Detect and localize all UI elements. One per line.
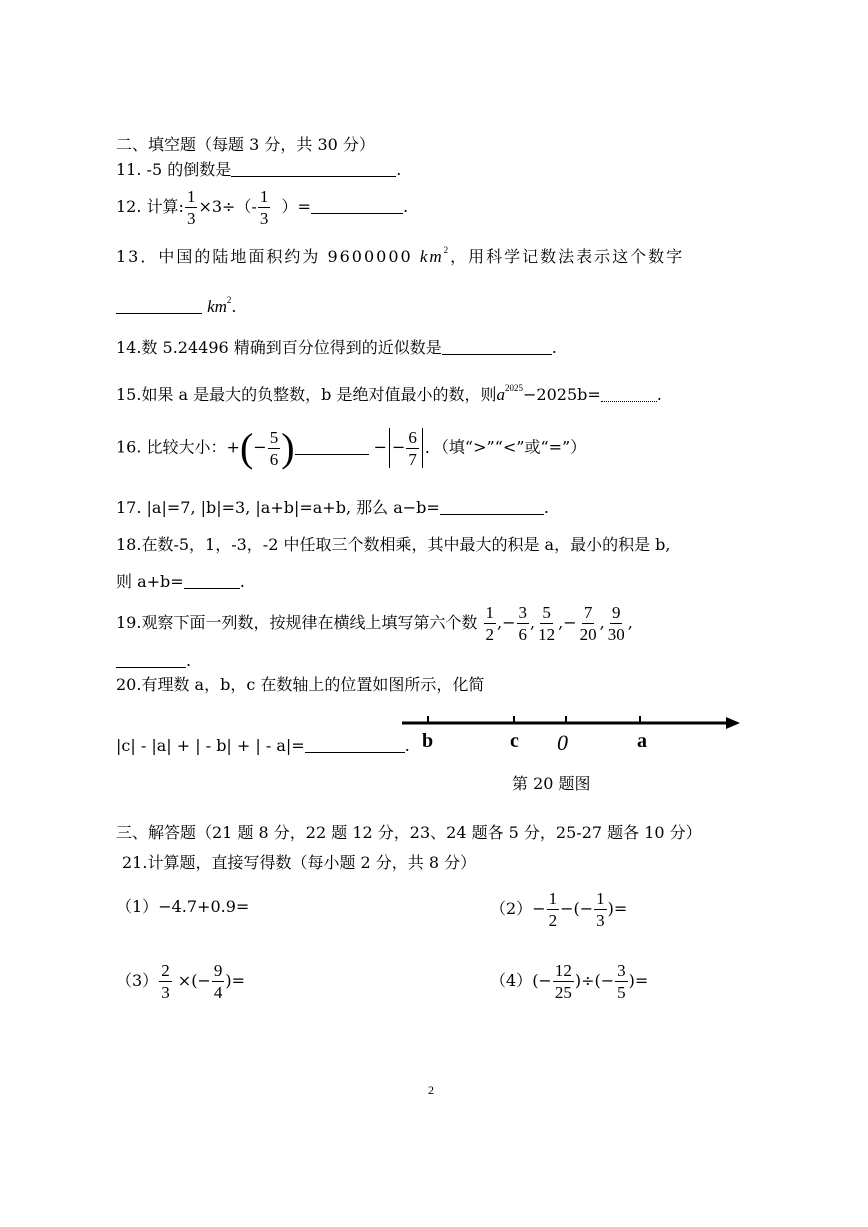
fraction: $\frac{3}{5}$ — [617, 961, 626, 1002]
figure-caption: 第 20 题图 — [512, 774, 591, 793]
answer-blank[interactable] — [601, 387, 657, 402]
q17-text: 17. |a|=7, |b|=3, |a+b|=a+b, 那么 a−b= — [116, 498, 440, 517]
q13-text: 13．中国的陆地面积约为 9600000 — [116, 247, 413, 266]
part-label: （1） — [116, 897, 159, 916]
fraction: $\frac{1}{3}$ — [186, 187, 196, 228]
label-a: a — [637, 730, 647, 752]
question-20-expression: |c| - |a| + | - b| + | - a|= . — [116, 736, 410, 755]
question-20: 20.有理数 a，b，c 在数轴上的位置如图所示，化简 — [116, 675, 485, 694]
fraction: $\frac{1}{3}$ — [596, 889, 605, 930]
sign: ,− — [558, 613, 577, 632]
unit: km — [207, 297, 227, 316]
fraction: $\frac{7}{20}$ — [579, 603, 597, 644]
answer-blank[interactable] — [184, 574, 240, 589]
answer-blank[interactable] — [116, 653, 186, 668]
section-2-heading: 二、填空题（每题 3 分，共 30 分） — [116, 135, 375, 154]
fraction: $\frac{1}{2}$ — [485, 603, 495, 644]
q12-mid: ×3÷（- — [198, 197, 257, 216]
answer-blank[interactable] — [116, 299, 202, 314]
q19-tail: , — [627, 613, 633, 632]
number-line — [398, 710, 744, 740]
q16-mid: − — [373, 437, 388, 457]
q11-text: 11. -5 的倒数是 — [116, 160, 232, 179]
abs-bar — [389, 428, 390, 468]
answer-blank[interactable] — [442, 340, 552, 355]
fraction: $\frac{1}{3}$ — [259, 187, 269, 228]
fraction: $\frac{3}{6}$ — [518, 603, 528, 644]
question-19 — [116, 604, 633, 643]
part-label: （3） — [116, 971, 159, 990]
fraction: $\frac{5}{6}$ — [269, 427, 279, 469]
q18-text: 则 a+b= — [116, 572, 184, 591]
question-17: 17. |a|=7, |b|=3, |a+b|=a+b, 那么 a−b= . — [116, 498, 549, 517]
unit-exponent: 2 — [226, 295, 232, 305]
q14-text: 14.数 5.24496 精确到百分位得到的近似数是 — [116, 338, 442, 357]
label-b: b — [422, 730, 434, 752]
q20-expr: |c| - |a| + | - b| + | - a|= — [116, 736, 305, 755]
abs-bar — [422, 428, 423, 468]
question-15: 15.如果 a 是最大的负整数，b 是绝对值最小的数，则$a^{2025}-2025b=$ . — [116, 383, 662, 404]
question-14: 14.数 5.24496 精确到百分位得到的近似数是 . — [116, 338, 557, 357]
question-21-part3: （3） $\frac{2}{3}$ ×(− $\frac{9}{4}$ )= — [116, 961, 245, 1002]
part-expr: −4.7+0.9= — [158, 897, 250, 916]
sign: ,− — [497, 613, 516, 632]
label-origin: 0 — [557, 730, 568, 755]
q15-exponent: 2025 — [505, 383, 523, 393]
answer-blank[interactable] — [231, 162, 396, 177]
answer-blank[interactable] — [440, 500, 544, 515]
question-16 — [116, 425, 587, 470]
q16-suffix: ．（填“>”“<”或“=”） — [424, 437, 587, 457]
answer-blank[interactable] — [311, 199, 403, 214]
sign: − — [392, 437, 406, 457]
q19-text: 19.观察下面一列数，按规律在横线上填写第六个数 — [116, 613, 478, 632]
q13-text2: ，用科学记数法表示这个数字 — [450, 247, 685, 266]
question-18-line2: 则 a+b= . — [116, 572, 245, 591]
question-11: 11. -5 的倒数是 . — [116, 160, 402, 179]
q15-base: a — [496, 385, 505, 404]
question-13-line2: $km^2$. — [116, 296, 237, 315]
label-c: c — [510, 730, 519, 752]
question-19-line2: . — [116, 653, 191, 669]
q16-prefix: 16. 比较大小：+ — [116, 437, 240, 457]
answer-blank[interactable] — [305, 738, 405, 753]
page-number: 2 — [428, 1083, 434, 1097]
paren-open: ( — [239, 425, 254, 470]
fraction: $\frac{6}{7}$ — [408, 427, 417, 469]
fraction: $\frac{12}{25}$ — [554, 961, 572, 1002]
part-label: （2） — [490, 899, 533, 918]
question-21: 21.计算题，直接写得数（每小题 2 分，共 8 分） — [122, 853, 477, 872]
question-21-part2: （2）− $\frac{1}{2}$ −(− $\frac{1}{3}$ )= — [490, 889, 628, 930]
section-3-heading: 三、解答题（21 题 8 分，22 题 12 分，23、24 题各 5 分，25-27 题各 10 分） — [116, 823, 702, 842]
q15-text: 15.如果 a 是最大的负整数，b 是绝对值最小的数，则 — [116, 385, 497, 404]
unit-exponent: 2 — [443, 245, 451, 255]
question-21-part1 — [116, 899, 249, 915]
fraction: $\frac{1}{2}$ — [548, 889, 558, 930]
q12-suffix: ）= — [281, 197, 311, 216]
fraction: $\frac{2}{3}$ — [161, 961, 170, 1002]
sign: − — [253, 437, 267, 457]
unit: km — [419, 247, 444, 266]
q12-prefix: 12. 计算: — [116, 197, 184, 216]
fraction: $\frac{9}{30}$ — [607, 603, 625, 644]
q15-rest: −2025b= — [523, 385, 601, 404]
arrow-icon — [726, 717, 740, 729]
paren-close: ) — [281, 425, 295, 470]
question-18-line1: 18.在数-5，1，-3，-2 中任取三个数相乘，其中最大的积是 a，最小的积是 b, — [116, 535, 671, 554]
fraction: $\frac{5}{12}$ — [538, 603, 556, 644]
sign: , — [530, 613, 536, 632]
question-13 — [116, 246, 684, 265]
question-12: 12. 计算: $\frac{1}{3}$ ×3÷（- $\frac{1}{3}$ ）= . — [116, 187, 409, 228]
fraction: $\frac{9}{4}$ — [213, 961, 223, 1002]
part-label: （4） — [490, 971, 533, 990]
answer-blank[interactable] — [295, 440, 369, 455]
question-21-part4: （4）(− $\frac{12}{25}$ )÷(− $\frac{3}{5}$ )= — [490, 961, 649, 1002]
sign: , — [599, 613, 605, 632]
